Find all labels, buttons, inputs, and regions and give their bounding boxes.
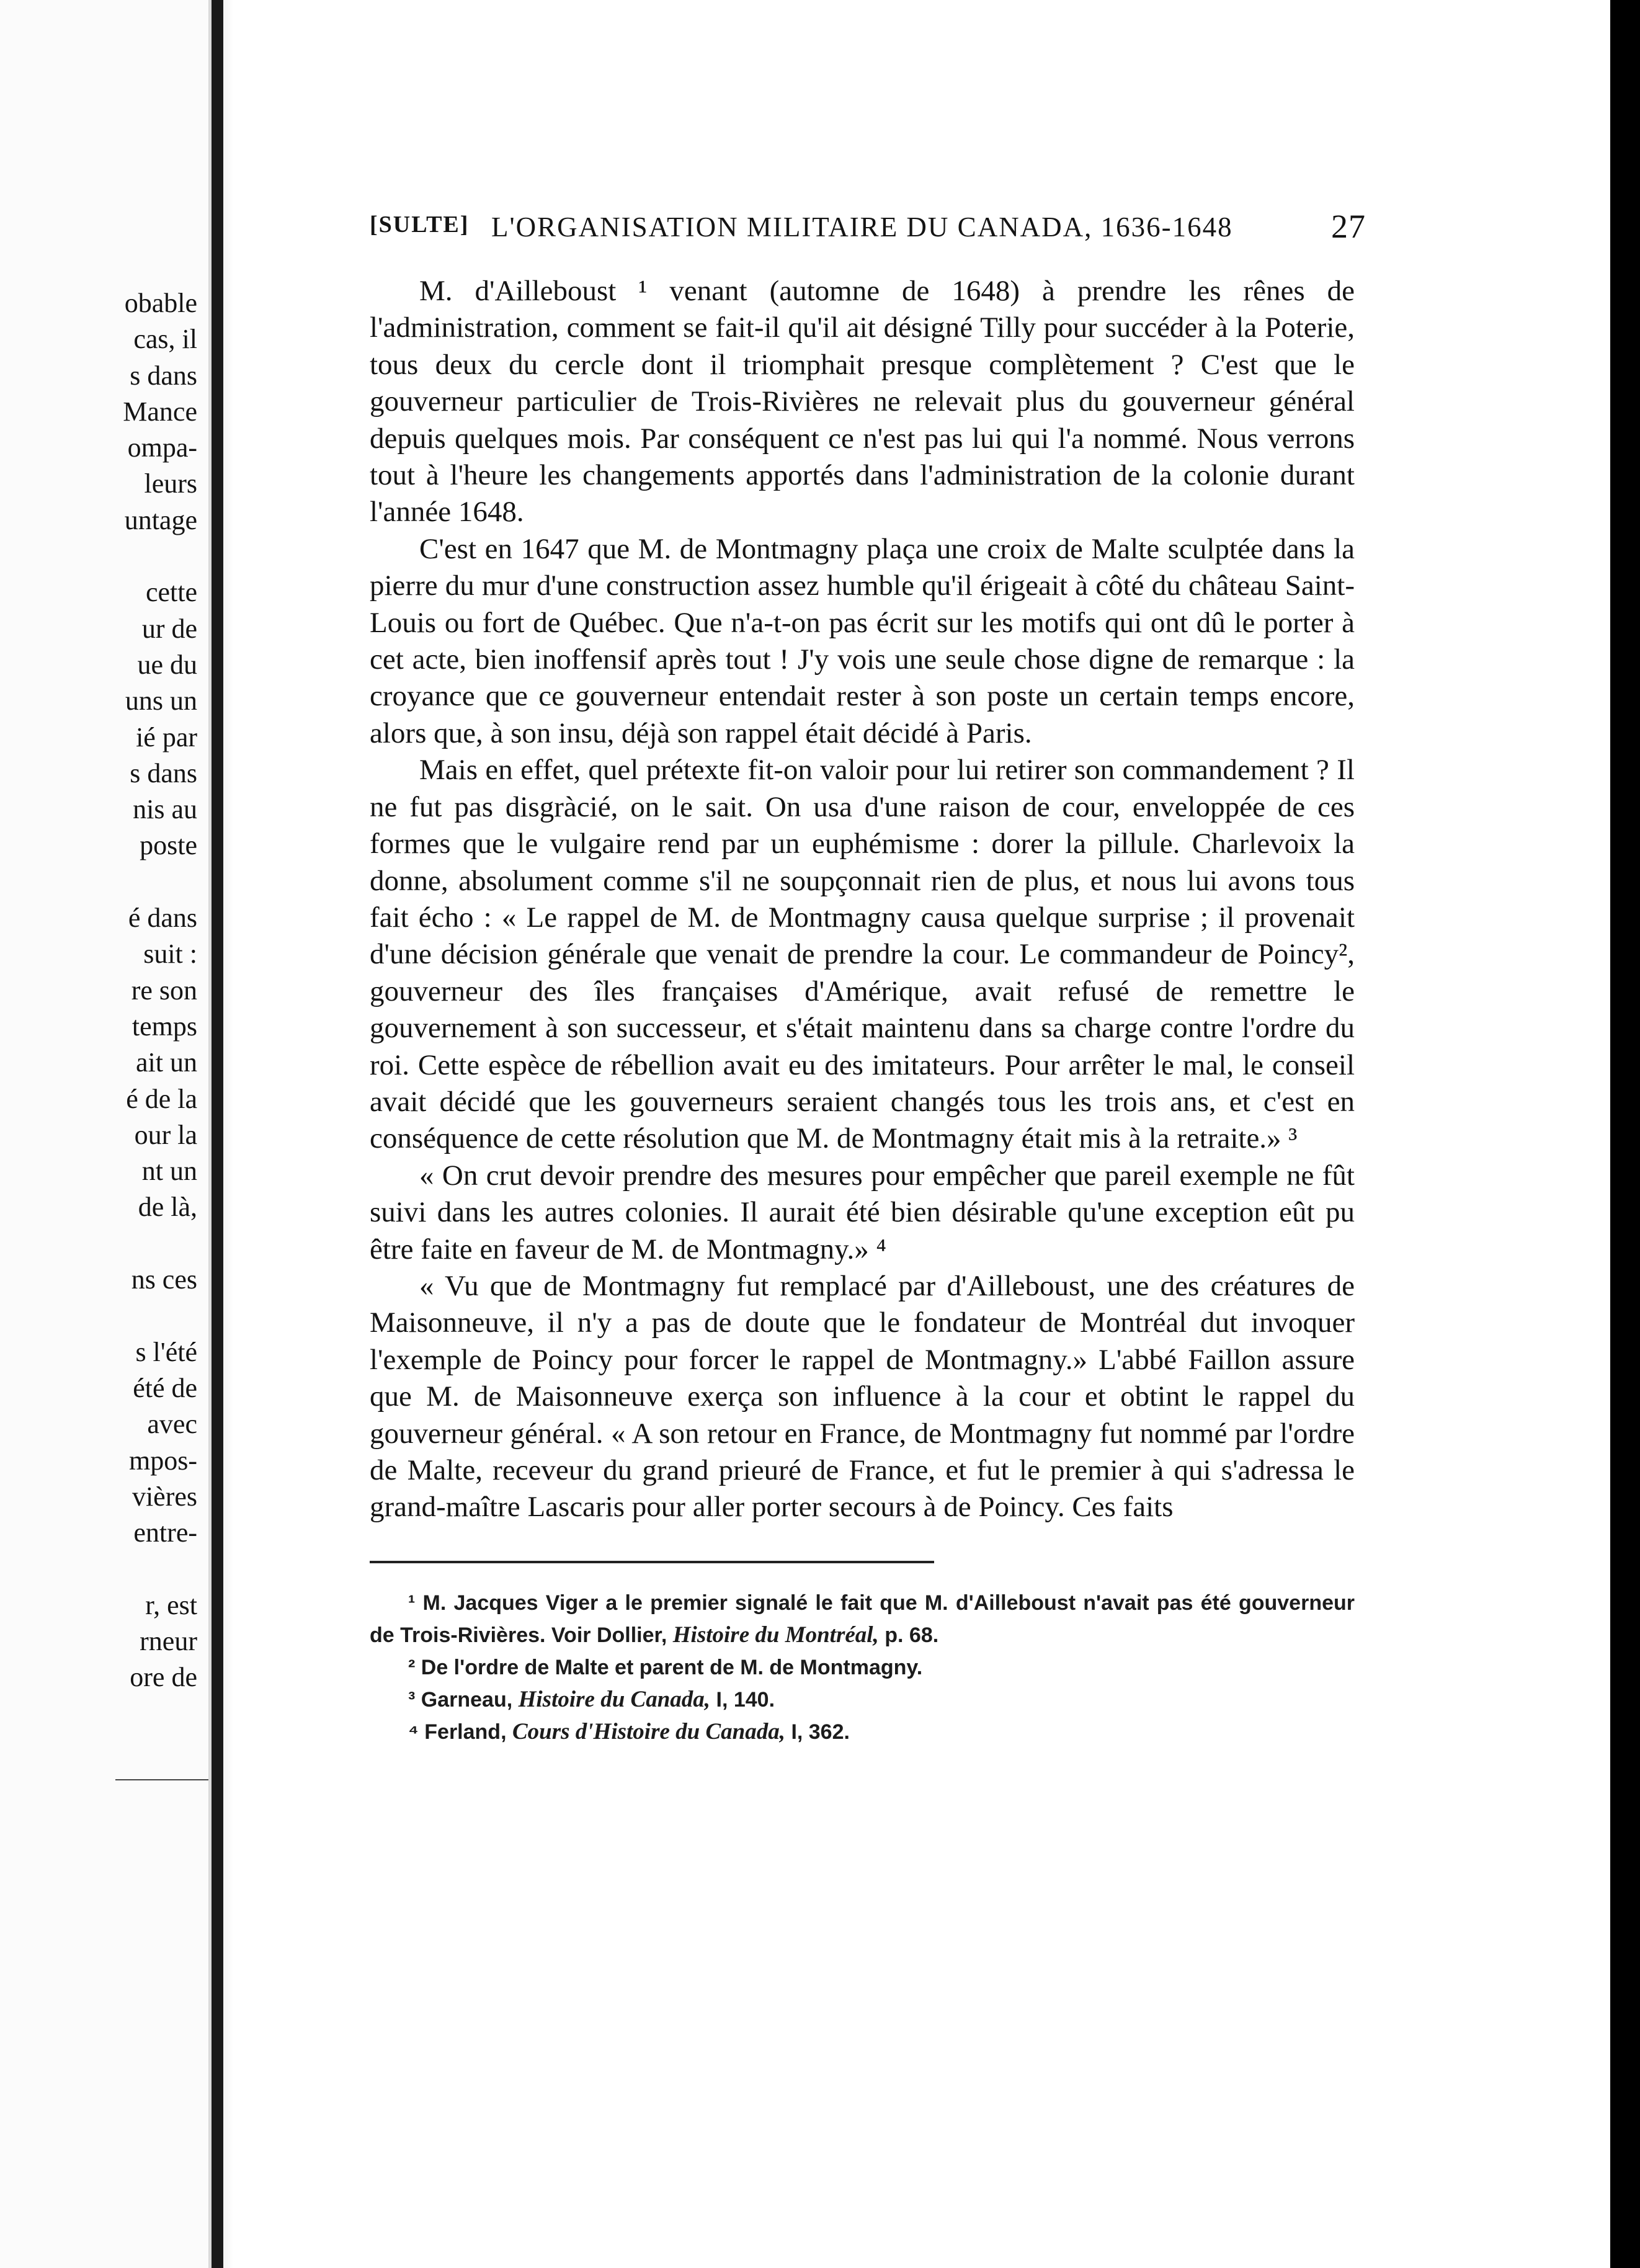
footnote-text: ³ Garneau, <box>408 1687 513 1712</box>
left-page-line: été de <box>133 1372 197 1403</box>
left-page-line: ore de <box>130 1662 197 1693</box>
left-page-line <box>48 538 197 574</box>
footnote-text: p. 68. <box>885 1623 939 1647</box>
paragraph: Mais en effet, quel prétexte fit-on valoir pour lui retirer son commandement ? Il ne fut pas disgràcié, on le sait. On usa d'une raison de cour, enveloppée de ces formes que le vulgaire rend par un euphémisme : dorer la pillule. Charlevoix la donne, absolument comme s'il ne soupçonnait rien de plus, et nous lui avons tous fait écho : « Le rappel de M. de Montmagny causa quelque surprise ; il provenait d'une décision générale que venait de prendre la cour. Le commandeur de Poincy², gouverneur des îles françaises d'Amérique, avait refusé de remettre le gouvernement à son successeur, et s'était maintenu dans sa charge contre l'ordre du roi. Cette espèce de rébellion avait eu des imitateurs. Pour arrêter le mal, le conseil avait décidé que les gouverneurs seraient changés tous les trois ans, et c'est en conséquence de cette résolution que M. de Montmagny était mis à la retraite.» ³ <box>370 754 1355 1155</box>
book-spine <box>212 0 223 2268</box>
page <box>370 208 1366 1748</box>
left-page-line: mpos- <box>129 1445 197 1476</box>
left-page-line: ns ces <box>131 1264 197 1295</box>
left-page-line <box>48 1551 197 1587</box>
footnote-rule <box>370 1561 934 1563</box>
left-page-line: ompa- <box>127 432 197 463</box>
left-page-line: cas, il <box>133 324 197 355</box>
footnotes <box>370 1587 1355 1748</box>
paragraph: M. d'Ailleboust ¹ venant (automne de 1648) à prendre les rênes de l'administration, comment se fait-il qu'il ait désigné Tilly pour succéder à la Poterie, tous deux du cercle dont il triomphait presque complètement ? C'est que le gouverneur particulier de Trois-Rivières ne relevait plus du gouverneur général depuis quelques mois. Par conséquent ce n'est pas lui qui l'a nommé. Nous verrons tout à l'heure les changements apportés dans l'administration de la colonie durant l'année 1648. <box>370 275 1355 529</box>
left-page-line: uns un <box>125 685 197 717</box>
footnote-title: Histoire du Montréal, <box>672 1622 879 1648</box>
left-page-line <box>48 1298 197 1334</box>
paragraph: C'est en 1647 que M. de Montmagny plaça une croix de Malte sculptée dans la pierre du mur d'une construction assez humble qu'il érigeait à côté du château Saint-Louis ou fort de Québec. Que n'a-t-on pas écrit sur les motifs qui ont dû le porter à cet acte, bien inoffensif après tout ! J'y vois une seule chose digne de remarque : la croyance que ce gouverneur entendait rester à son poste un certain temps encore, alors que, à son insu, déjà son rappel était décidé à Paris. <box>370 532 1355 749</box>
body-text <box>370 273 1355 1526</box>
left-page-line: s l'été <box>135 1336 197 1367</box>
left-page-line: our la <box>134 1119 197 1150</box>
left-page-text <box>48 285 197 1696</box>
footnote-text: ¹ M. Jacques Viger a le premier signalé le fait que M. d'Ailleboust n'avait pas été gouverneur de Trois-Rivières. Voir Dollier, <box>370 1591 1355 1647</box>
left-footnote-rule <box>115 1779 208 1780</box>
footnote-4 <box>370 1716 1355 1748</box>
left-page-line: s dans <box>130 757 197 788</box>
running-title: L'ORGANISATION MILITAIRE DU CANADA, 1636-1648 <box>491 212 1233 243</box>
paragraph: « Vu que de Montmagny fut remplacé par d'Ailleboust, une des créatures de Maisonneuve, il n'y a pas de doute que le fondateur de Montréal dut invoquer l'exemple de Poincy pour forcer le rappel de Montmagny.» L'abbé Faillon assure que M. de Maisonneuve exerça son influence à la cour et obtint le rappel du gouverneur général. « A son retour en France, de Montmagny fut nommé par l'ordre de Malte, receveur du grand prieuré de France, et fut le premier à qui s'adressa le grand-maître Lascaris pour aller porter secours à de Poincy. Ces faits <box>370 1269 1355 1524</box>
left-page-line: ue du <box>137 649 197 680</box>
left-page-line: rneur <box>140 1625 197 1656</box>
left-page-line: nis au <box>133 794 197 825</box>
left-page-line: ait un <box>136 1047 197 1078</box>
footnote-3 <box>370 1684 1355 1716</box>
footnote-title: Cours d'Histoire du Canada, <box>512 1718 785 1744</box>
left-page-line: untage <box>124 504 197 535</box>
left-page-line: temps <box>131 1011 197 1042</box>
left-page-line: entre- <box>133 1517 197 1548</box>
left-page-line: s dans <box>130 360 197 391</box>
scan-border <box>1610 0 1640 2268</box>
left-page-line: ié par <box>136 721 197 752</box>
left-page-line: de là, <box>138 1192 197 1223</box>
footnote-2 <box>370 1651 1355 1684</box>
left-page-fragment <box>0 0 208 2268</box>
footnote-title: Histoire du Canada, <box>518 1686 711 1712</box>
page-number: 27 <box>1331 208 1366 245</box>
left-page-line: vières <box>131 1481 197 1512</box>
running-head <box>370 208 1366 256</box>
left-page-line: avec <box>147 1409 197 1440</box>
left-page-line: é dans <box>128 903 197 934</box>
left-page-line <box>48 1226 197 1262</box>
left-page-line: suit : <box>143 939 197 970</box>
footnote-text: I, 140. <box>716 1687 775 1712</box>
footnote-1 <box>370 1587 1355 1651</box>
left-page-line: nt un <box>141 1156 197 1187</box>
left-page-line: ur de <box>141 613 197 644</box>
left-page-line: poste <box>140 830 197 861</box>
footnote-text: I, 362. <box>791 1720 850 1744</box>
author-tag: [SULTE] <box>370 212 470 238</box>
left-page-line: é de la <box>126 1083 197 1114</box>
left-page-line <box>48 864 197 900</box>
footnote-text: ⁴ Ferland, <box>408 1720 507 1744</box>
left-page-line: obable <box>124 288 197 318</box>
left-page-line: cette <box>145 577 197 608</box>
left-page-line: r, est <box>145 1589 197 1620</box>
left-page-line: re son <box>131 975 197 1006</box>
footnote-text: ² De l'ordre de Malte et parent de M. de Montmagny. <box>408 1655 923 1679</box>
paragraph: « On crut devoir prendre des mesures pour empêcher que pareil exemple ne fût suivi dans les autres colonies. Il aurait été bien désirable qu'une exception eût pu être faite en faveur de M. de Montmagny.» ⁴ <box>370 1159 1355 1266</box>
left-page-line: Mance <box>123 396 197 427</box>
left-page-line: leurs <box>144 468 197 499</box>
